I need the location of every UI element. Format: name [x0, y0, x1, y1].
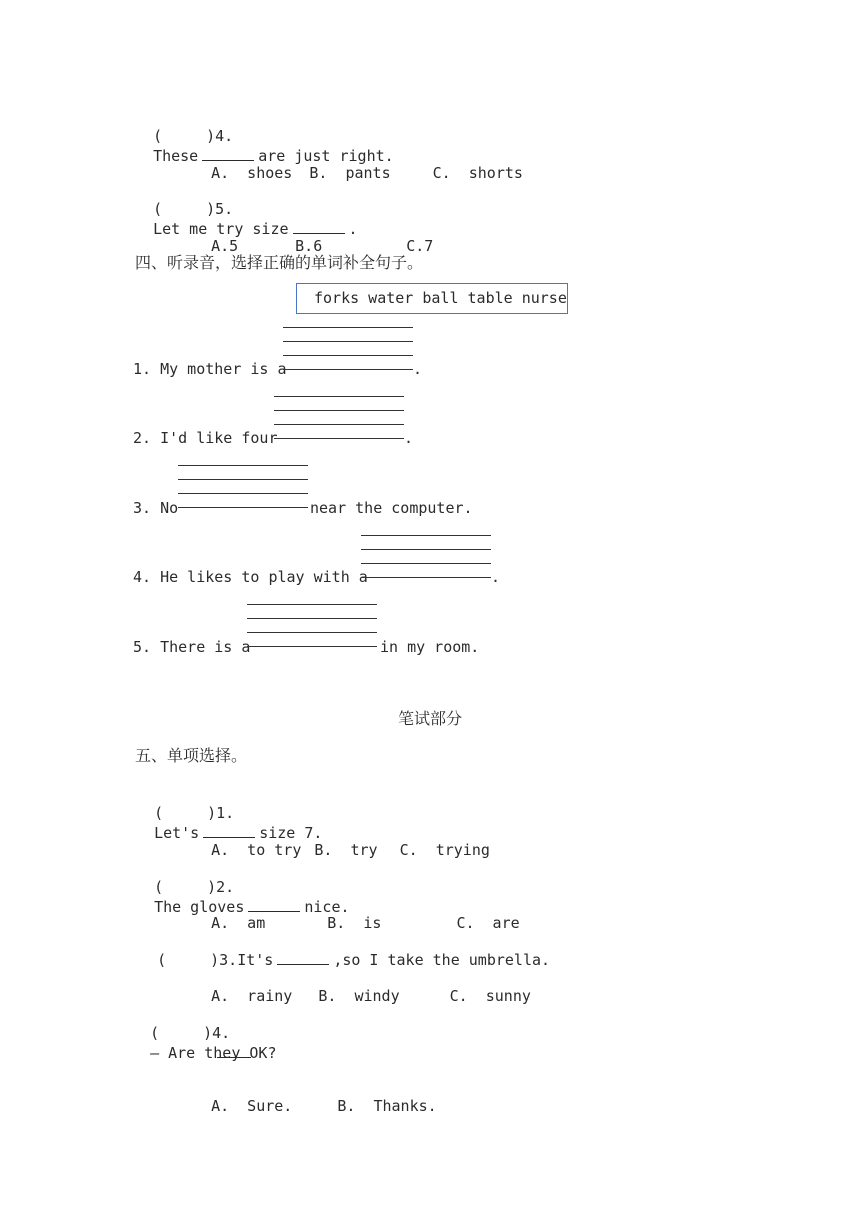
option-c: C. trying	[399, 841, 490, 859]
question-stem: The gloves	[154, 898, 245, 916]
question-number: )3.	[210, 951, 238, 969]
options-5-2	[193, 893, 520, 933]
question-number: )5.	[206, 200, 234, 218]
answer-blank[interactable]	[277, 950, 329, 965]
option-c: C. are	[456, 914, 520, 932]
fill-item-4-after: .	[491, 568, 501, 586]
options-3-5	[193, 216, 433, 256]
fill-item-1-before: 1. My mother is a	[133, 360, 287, 378]
question-stem-end: .	[348, 220, 358, 238]
question-5-4	[132, 1003, 277, 1063]
fill-item-3-after: near the computer.	[310, 499, 473, 517]
question-number: )2.	[207, 878, 235, 896]
option-b: B. Thanks.	[337, 1097, 437, 1115]
fill-item-3-before: 3. No	[133, 499, 179, 517]
question-number: )1.	[207, 804, 235, 822]
option-b: B. pants	[309, 164, 391, 182]
option-b: B. windy	[318, 987, 400, 1005]
option-b: B.6	[295, 237, 323, 255]
question-5-3	[139, 930, 550, 970]
options-5-3	[193, 966, 531, 1006]
option-b: B. is	[327, 914, 382, 932]
word-bank: forks water ball table nurse	[296, 283, 568, 314]
option-c: C.7	[406, 237, 434, 255]
options-5-1	[193, 820, 490, 860]
answer-paren-open: (	[154, 878, 164, 896]
question-stem: — Are they OK?	[150, 1044, 277, 1062]
options-3-4	[193, 143, 523, 183]
option-a: A. rainy	[211, 987, 293, 1005]
answer-paren-open: (	[150, 1024, 160, 1042]
option-c: C. sunny	[449, 987, 531, 1005]
section-5-heading: 五、单项选择。	[135, 746, 248, 765]
option-a: A. shoes	[211, 164, 293, 182]
options-5-4	[193, 1076, 437, 1116]
fill-item-2-after: .	[404, 429, 414, 447]
question-stem-end: ,so I take the umbrella.	[333, 951, 551, 969]
question-stem: It's	[237, 951, 274, 969]
question-number: )4.	[203, 1024, 231, 1042]
question-stem-end: nice.	[304, 898, 350, 916]
question-stem: Let me try size	[153, 220, 289, 238]
question-stem: These	[153, 147, 199, 165]
question-number: )4.	[206, 127, 234, 145]
question-stem-end: are just right.	[258, 147, 394, 165]
answer-paren-open: (	[157, 951, 167, 969]
option-a: A. am	[211, 914, 266, 932]
written-section-title: 笔试部分	[398, 709, 463, 728]
option-c: C. shorts	[432, 164, 523, 182]
answer-blank[interactable]	[217, 1057, 251, 1058]
fill-item-4-before: 4. He likes to play with a	[133, 568, 368, 586]
answer-paren-open: (	[154, 804, 164, 822]
answer-paren-open: (	[153, 127, 163, 145]
option-a: A. to try	[211, 841, 302, 859]
answer-paren-open: (	[153, 200, 163, 218]
section-4-heading: 四、听录音，选择正确的单词补全句子。	[135, 253, 424, 272]
option-a: A. Sure.	[211, 1097, 293, 1115]
option-a: A.5	[211, 237, 239, 255]
question-stem-end: size 7.	[259, 824, 323, 842]
fill-item-1-after: .	[413, 360, 423, 378]
option-b: B. try	[314, 841, 378, 859]
fill-item-5-after: in my room.	[380, 638, 480, 656]
fill-item-2-before: 2. I'd like four	[133, 429, 278, 447]
question-stem: Let's	[154, 824, 200, 842]
fill-item-5-before: 5. There is a	[133, 638, 251, 656]
